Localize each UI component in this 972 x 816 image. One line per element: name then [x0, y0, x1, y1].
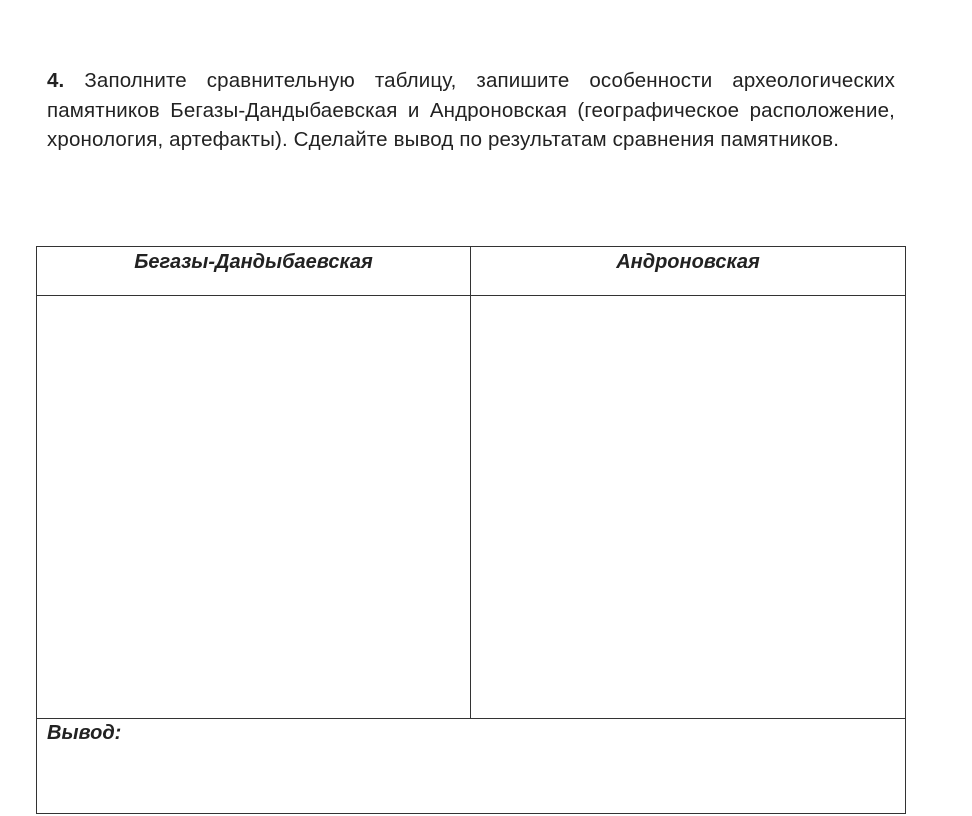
table-header-row	[37, 247, 906, 296]
column-header-andronovo: Андроновская	[471, 247, 906, 296]
conclusion-row	[37, 719, 906, 814]
table-body-row	[37, 296, 906, 719]
task-instructions: Заполните сравнительную таблицу, запишите особенности археологических памятников Бегазы-Дандыбаевская и Андроновская (географическое расположение, хронология, артефакты). Сделайте вывод по результатам сравнения памятников.	[47, 69, 895, 151]
column-header-begazy: Бегазы-Дандыбаевская	[37, 247, 471, 296]
task-text	[47, 66, 895, 155]
conclusion-label: Вывод:	[47, 722, 122, 744]
cell-andronovo-answer[interactable]	[471, 296, 906, 719]
cell-begazy-answer[interactable]	[37, 296, 471, 719]
comparison-table	[36, 246, 906, 814]
task-number: 4.	[47, 69, 65, 92]
conclusion-cell[interactable]	[37, 719, 906, 814]
